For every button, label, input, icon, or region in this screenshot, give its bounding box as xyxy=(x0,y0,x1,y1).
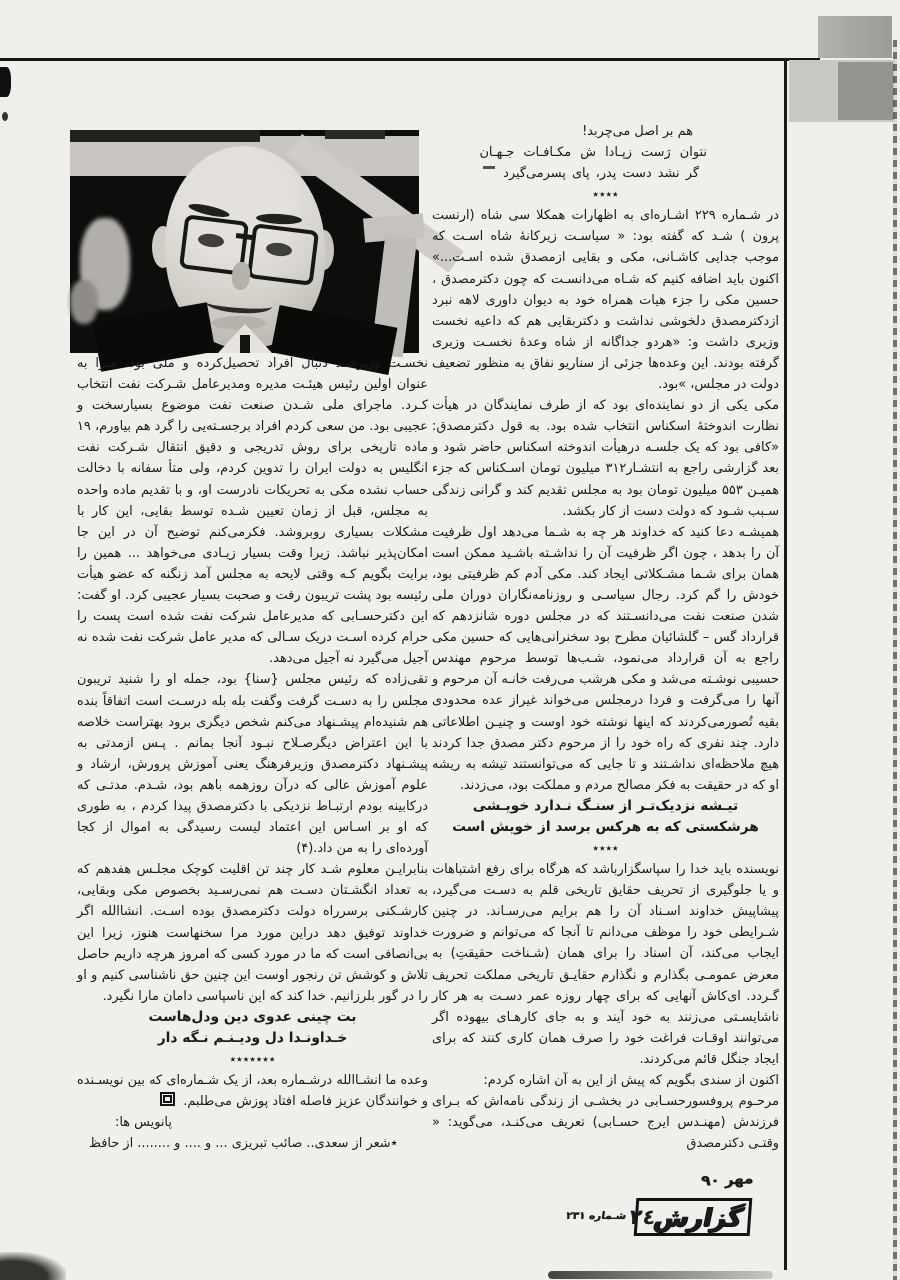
scan-mark-bottom xyxy=(548,1271,773,1279)
verse-couplet xyxy=(432,796,779,838)
right-border-rule xyxy=(784,58,787,1270)
ornament-separator: ٭٭٭٭ xyxy=(592,841,619,856)
paragraph: مکی یکی از دو نماینده‌ای بود که از طرف نمایندگان در هیأت نظارت اندوختهٔ اسکناس انتخاب شده بود. به قول دکترمصدق: «کافی بود که یک جلسـه درهیأت اندوخته اسکناس حاضر شود و بعد گزارشی راجع به انتشـار۳۱۲ میلیون تومان اسـکناس که جزء همیـن ۵۵۳ میلیون تومان بود به مجلس تقدیم کند و گرانی زندگی سـبب شـود که دولت دست از کار بکشد. xyxy=(432,398,780,519)
footnotes-title: پانویس ها: xyxy=(115,1115,172,1131)
photo-chin-shadow xyxy=(212,316,266,330)
top-rule-line xyxy=(0,58,820,61)
photo-top-streak xyxy=(70,130,260,142)
footer-issue-number: شـماره ۲۳۱ xyxy=(565,1210,627,1222)
magazine-logo-box xyxy=(628,1198,753,1236)
footnote-line: ٭شعر از سعدی.. صائب تبریزی ... و .... و ........ از حافظ xyxy=(89,1136,398,1152)
photo-light-patch-left-2 xyxy=(70,280,98,324)
poem-line: هم بر اصل می‌چربد! xyxy=(582,124,693,139)
end-of-article-icon xyxy=(160,1092,175,1106)
right-column xyxy=(432,121,780,1152)
closing-paragraph xyxy=(77,1070,428,1112)
magazine-name: گزارش xyxy=(652,1202,747,1232)
photo-top-streak-2 xyxy=(325,130,385,139)
scan-blob-left-edge xyxy=(0,67,11,97)
closing-text: وعده ما انشـاالله درشـماره بعد، از یک شـماره‌ای که بین نویسـنده و خوانندگان عزیز فاصله افتاد پوزش می‌طلبم. xyxy=(77,1073,428,1110)
left-column xyxy=(77,353,428,1152)
ornament-separator: ٭٭٭٭ xyxy=(592,187,619,202)
paragraph: در شـماره ۲۲۹ اشـاره‌ای به اظهارات همکلا سی شاه (ارنست پرون ) شـد که گفته بود: « سیاسـت زیرکانهٔ شاه اسـت که موجب جدایی کاشـانی، مکی و بقایی ازمصدق شده اسـت...» اکنون باید اضافه کنیم که شـاه می‌دانسـت که چون دکترمصدق ، حسین مکی را جزء هیات همراه خود به دیوان داوری لاهه نبرد ازدکترمصدق دلخوشی نداشت و دکتربقایی هم که داعیه نخست وزیری داشت و: «هردو جداگانه از شاه وعدهٔ نخسـت وزیری گرفته بودند. این وعده‌ها جزئی از سناریو نفاق به منظور تضعیف دولت در مجلس، »بود. xyxy=(432,208,779,393)
page-number: ۲٤ xyxy=(628,1204,657,1229)
photo-tie xyxy=(240,335,250,353)
ornament-separator: ٭٭٭٭٭٭٭ xyxy=(229,1052,276,1067)
paragraph: بنابرایـن معلوم شـد کار چند تن اقلیت کوچک مجلـس هفدهم که به تعداد انگشـتان دسـت هم نمی‌رسـید بخصوص مکی وبقایی، کارشـکنی برسرراه دولت دکترمصدق بوده اسـت. انشاالله اگر خداوند توفیق دهد دراین مورد مرا سخنهاست هنوز، زیرا این بی‌انصافی است که ما در مورد کسی که امروز هرچه داریم حاصل تلاش و کوشش تن رنجور اوست این چنین حق ناشناسی کنیم و او را در گور بلرزانیم. خدا کند که این ناسپاسی دامان مارا نگیرد. xyxy=(77,862,428,1004)
scan-blob-top-right-1 xyxy=(818,16,892,58)
paragraph: اکنون از سندی بگویم که پیش از این به آن اشاره کردم: xyxy=(483,1073,779,1089)
opening-poem xyxy=(432,121,779,184)
page-edge-shadow xyxy=(893,40,897,1280)
poem-line: نتوان رَست زپـادا ش مکـافـات جـهـان xyxy=(479,145,707,161)
couplet-line: خـداونـدا دل ودیـنـم نـگه دار xyxy=(157,1030,348,1046)
poem-line: گر نشد دست پدر، پای پسرمی‌گیرد xyxy=(503,166,699,182)
couplet-line: تیـشه نزدیک‌تـر از سنـگ نـدارد خویـشی xyxy=(472,797,739,814)
footer-issue-date: مهر ۹۰ xyxy=(700,1169,754,1190)
paragraph: مرحـوم پروفسورحسـابی در بخشـی از زندگی نامه‌اش که بـرای فرزندش (مهنـدس ایرج حسـابی) تعریف می‌کنـد، می‌گوید: « وقتـی دکترمصدق xyxy=(432,1094,779,1152)
paragraph: نخسـت وزیرشـد دنبال افراد تحصیل‌کرده و ملی بود، مـرا به عنوان اولین رئیس هیئـت مدیره ومدیرعامل شـرکت نفت انتخاب کـرد. ماجرای ملی شـدن صنعت نفت موضوع بسیارسخت و عجیبی بود. من سعی کردم افراد برجسـته‌یی را گرد هم بیاورم، ۱۹ ماده تاریخی برای روش تدریجی و دقیق انتقال شـرکت نفت انگلیس به دولت ایران را تدوین کردم، ولی متأ سفانه با دخالت حساب نشده مکی به تحریکات نادرست او، و با تقدیم ماده واحده به مجلس، قبل از زمان تعیین شـده توسط بقایی، این کار با مشکلات بسیاری روبروشد. فکرمی‌کنم توضیح آن در این جا امکان‌پذیر نباشد. زیرا وقت بسیار زیـادی می‌خواهد ... همین را برایت بگویم کـه وقتی لایحه به مجلس آمد زنگنه که عضو هیأت رئیسه بود پشت تریبون رفت و صحبت بسیار عجیبی کرد. او گفت: این دکترحسـابی که مدیرعامل شرکت نفت شده است پست را حرام کرده اسـت دریک سـالی که مدیر عامل شرکت نفت شده نه آجیل می‌گیرد نه آجیل می‌دهد. xyxy=(77,356,428,667)
couplet-line: بت چینی عدوی دین ودل‌هاست xyxy=(148,1008,357,1025)
couplet-line: هرشکستی که به هرکس برسد از خویش است xyxy=(452,819,759,835)
scan-smudge-bottom-left xyxy=(0,1252,66,1280)
paragraph: تقی‌زاده که رئیس مجلس {سنا} بود، جمله او را شنید تریبون مجلس را به دسـت گرفت وگفت بله بله درسـت است اتفاقاً بنده هم شنیده‌ام پیشـنهاد می‌کنم شخص دیگری برود بهتراست خلاصه با این اعتراض دیگرصـلاح نبـود آنجا بمانم . پـس ازمدتی به پیشـنهاد دکترمصدق وزیرفرهنگ یعنی آموزش پرورش، ارشاد و علوم آموزش عالی که درآن روزهمه باهم بود، شـدم. مدتـی که درکابینه بودم ارتبـاط نزدیکی با دکترمصدق پیدا کردم ، به طوری که او بر اسـاس این اعتماد لیست رسیدگی به اموال از کجا آورده‌ای را به من داد.(۴) xyxy=(77,672,428,857)
paragraph: همیشـه دعا کنید که خداوند هر چه به شـما می‌دهد اول ظرفیت آن را بدهد ، چون اگر ظرفیت آن را نداشـته باشـید ممکن است همان برای شـما مشـکلاتی ایجاد کند. مکی آدم کم ظرفیتی بود، خودش را گم کرد. رجال سیاسـی و روزنامه‌نگاران دوران ملی شدن صنعت نفت می‌دانسـتند که در مجلس دوره شانزدهم که قرارداد گس – گلشائیان مطرح بود سخنرانی‌هایی که حسین مکی راجع به آن قرارداد می‌نمود، شـب‌ها توسط مرحوم مهندس حسیبی نوشـته می‌شد و مکی هرشب می‌رفت خانـه آن مرحوم و آنها را می‌گرفت و فردا درمجلس می‌خواند غیراز عده محدودی بقیه تُصورمی‌کردند که اینها نوشته خود اوست و چنیـن اطلاعاتی دارد. چند نفری که راه خود را از مرحوم دکتر مصدق جدا کردند هیچ ملاحظه‌ای نداشـتند و تا جایی که می‌توانستند تیشه به ریشه او که در حقیقت به فکر مصالح مردم و مملکت بود، می‌زدند. xyxy=(432,524,779,793)
portrait-photo xyxy=(70,130,419,353)
verse-couplet xyxy=(77,1007,428,1049)
scan-blob-top-right-3 xyxy=(838,62,894,120)
scan-dot-left-edge xyxy=(2,112,8,121)
paragraph: نویسنده باید خدا را سپاسگزارباشد که هرگاه برای رفع اشتباهات و یا جلوگیری از تحریف حقایق تاریخی قلم به دسـت می‌گیرد، پیشاپیش خداوند اسـناد آن را هم برایم می‌رسـاند. در چنین شـرایطی خود را موظف می‌دانم تا آنجا که می‌توانم و ضرورت ایجاب می‌کند، آن اسناد را برای همان (شـناخت حقیقتِ) به معرض عمومـی بگذارم و نگذارم حقایـق تاریخی مملکت تحریف گـردد. ای‌کاش آنهایی که برای چهار روزه عمر دسـت به هر کار ناشایسـتی می‌زنند به خود آیند و به جای کارهـای بیهوده اگر می‌توانند اوقـات فراغت خود را صرف همان کاری کنند که برای ایجاد جنگل قائم می‌کردند. xyxy=(432,862,779,1067)
